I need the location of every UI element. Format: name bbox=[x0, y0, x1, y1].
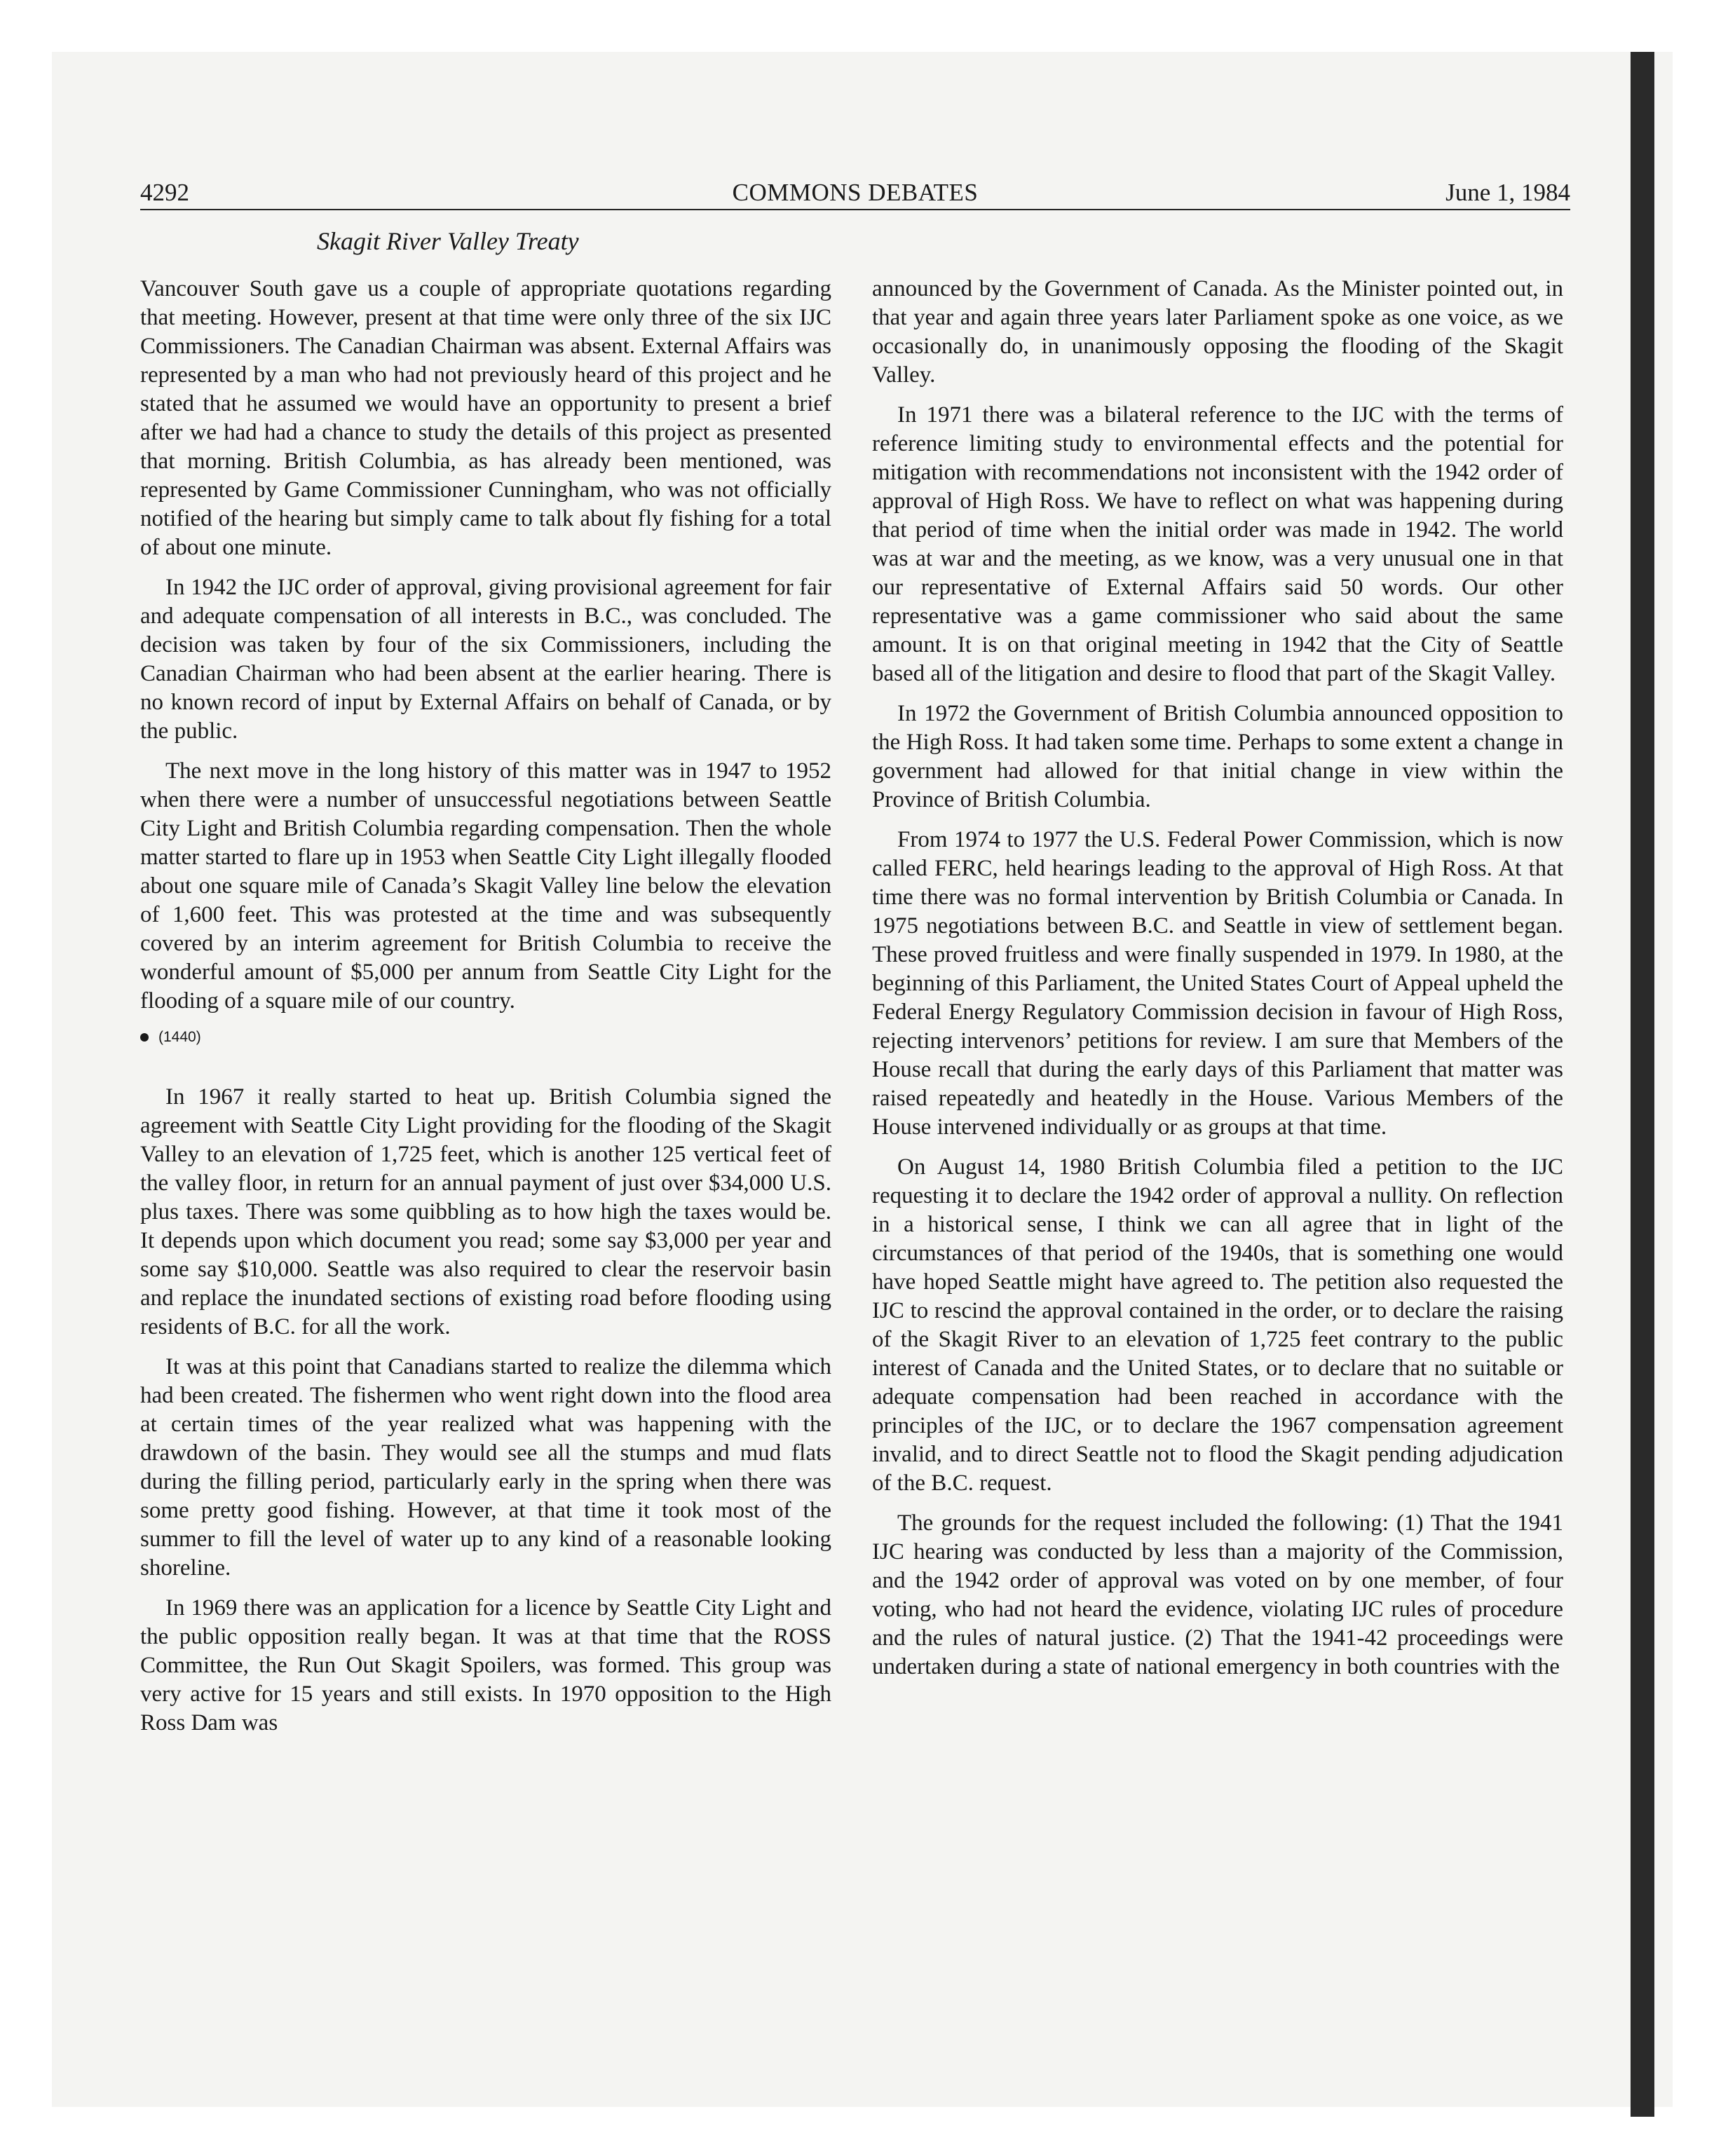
page-number: 4292 bbox=[140, 179, 189, 206]
paragraph: The next move in the long history of this matter was in 1947 to 1952 when there were a number of unsuccessful negotiations between Seattle City Light and British Columbia regarding compensation. Then the whole matter started to flare up in 1953 when Seattle City Light illegally flooded about one square mile of Canada’s Skagit Valley line below the elevation of 1,600 feet. This was protested at the time and was subsequently covered by an interim agreement for British Columbia to receive the wonderful amount of $5,000 per annum from Seattle City Light for the flooding of a square mile of our country. bbox=[140, 758, 831, 1014]
paragraph: It was at this point that Canadians started to realize the dilemma which had been created. The fishermen who went right down into the flood area at certain times of the year realized what was happening with the drawdown of the basin. They would see all the stumps and mud flats during the filling period, particularly early in the spring when there was some pretty good fishing. However, at that time it took most of the summer to fill the level of water up to any kind of a reasonable looking shoreline. bbox=[140, 1354, 831, 1581]
paragraph: From 1974 to 1977 the U.S. Federal Power Commission, which is now called FERC, held hearings leading to the approval of High Ross. At that time there was no formal intervention by British Columbia or Canada. In 1975 negotiations between B.C. and Seattle in view of settlement began. These proved fruitless and were finally suspended in 1979. In 1980, at the beginning of this Parliament, the United States Court of Appeal upheld the Federal Energy Regulatory Commission decision in favour of High Ross, rejecting intervenors’ petitions for review. I am sure that Members of the House recall that during the early days of this Parliament that matter was raised repeatedly and heatedly in the House. Various Members of the House intervened individually or as groups at that time. bbox=[872, 827, 1563, 1140]
paragraph: In 1969 there was an application for a licence by Seattle City Light and the public opposition really began. It was at that time that the ROSS Committee, the Run Out Skagit Spoilers, was formed. This group was very active for 15 years and still exists. In 1970 opposition to the High Ross Dam was bbox=[140, 1595, 831, 1735]
publication-title: COMMONS DEBATES bbox=[732, 179, 979, 206]
paragraph: In 1967 it really started to heat up. British Columbia signed the agreement with Seattle City Light providing for the flooding of the Skagit Valley to an elevation of 1,725 feet, which is another 125 vertical feet of the valley floor, in return for an annual payment of just over $34,000 U.S. plus taxes. There was some quibbling as to how high the taxes would be. It depends upon which document you read; some say $3,000 per year and some say $10,000. Seattle was also required to clear the reservoir basin and replace the inundated sections of existing road before flooding using residents of B.C. for all the work. bbox=[140, 1084, 831, 1339]
paragraph: In 1942 the IJC order of approval, giving provisional agreement for fair and adequate compensation of all interests in B.C., was concluded. The decision was taken by four of the six Commissioners, including the Canadian Chairman who had been absent at the earlier hearing. There is no known record of input by External Affairs on behalf of Canada, or by the public. bbox=[140, 575, 831, 744]
paragraph: Vancouver South gave us a couple of appropriate quotations regarding that meeting. However, present at that time were only three of the six IJC Commissioners. The Canadian Chairman was absent. External Affairs was represented by a man who had not previously heard of this project and he stated that he assumed we would have an opportunity to present a brief after we had had a chance to study the details of this project as presented that morning. British Columbia, as has already been mentioned, was represented by Game Commissioner Cunningham, who was not officially notified of the hearing but simply came to talk about fly fishing for a total of about one minute. bbox=[140, 276, 831, 560]
paragraph: The grounds for the request included the following: (1) That the 1941 IJC hearing was conducted by less than a majority of the Commission, and the 1942 order of approval was voted on by one member, of four voting, who had not heard the evidence, violating IJC rules of procedure and the rules of natural justice. (2) That the 1941-42 proceedings were undertaken during a state of national emergency in both countries with the bbox=[872, 1510, 1563, 1679]
left-column bbox=[140, 275, 831, 1749]
paragraph: In 1971 there was a bilateral reference to the IJC with the terms of reference limiting study to environmental effects and the potential for mitigation with recommendations not inconsistent with the 1942 order of approval of High Ross. We have to reflect on what was happening during that period of time when the initial order was made in 1942. The world was at war and the meeting, as we know, was a very unusual one in that our representative of External Affairs said 50 words. Our other representative was a game commissioner who said about the same amount. It is on that original meeting in 1942 that the City of Seattle based all of the litigation and desire to flood that part of the Skagit Valley. bbox=[872, 402, 1563, 686]
time-marker-label: (1440) bbox=[158, 1029, 201, 1045]
section-subheading: Skagit River Valley Treaty bbox=[317, 227, 579, 255]
paragraph: In 1972 the Government of British Columbia announced opposition to the High Ross. It had taken some time. Perhaps to some extent a change in government had allowed for that initial change in view within the Province of British Columbia. bbox=[872, 701, 1563, 812]
paragraph: On August 14, 1980 British Columbia filed a petition to the IJC requesting it to declare the 1942 order of approval a nullity. On reflection in a historical sense, I think we can all agree that in light of the circumstances of that period of the 1940s, that is something one would have hoped Seattle might have agreed to. The petition also requested the IJC to rescind the approval contained in the order, or to declare the raising of the Skagit River to an elevation of 1,725 feet contrary to the public interest of Canada and the United States, or to declare that no suitable or adequate compensation had been reached in accordance with the principles of the IJC, or to declare the 1967 compensation agreement invalid, and to direct Seattle not to flood the Skagit pending adjudication of the B.C. request. bbox=[872, 1154, 1563, 1496]
bullet-icon bbox=[140, 1033, 149, 1042]
running-header bbox=[140, 177, 1570, 210]
paragraph: announced by the Government of Canada. As the Minister pointed out, in that year and again three years later Parliament spoke as one voice, as we occasionally do, in unanimously opposing the flooding of the Skagit Valley. bbox=[872, 276, 1563, 388]
time-marker bbox=[140, 1027, 831, 1048]
issue-date: June 1, 1984 bbox=[1445, 179, 1570, 206]
right-column bbox=[872, 275, 1563, 1693]
scan-edge-bar bbox=[1631, 52, 1654, 2117]
